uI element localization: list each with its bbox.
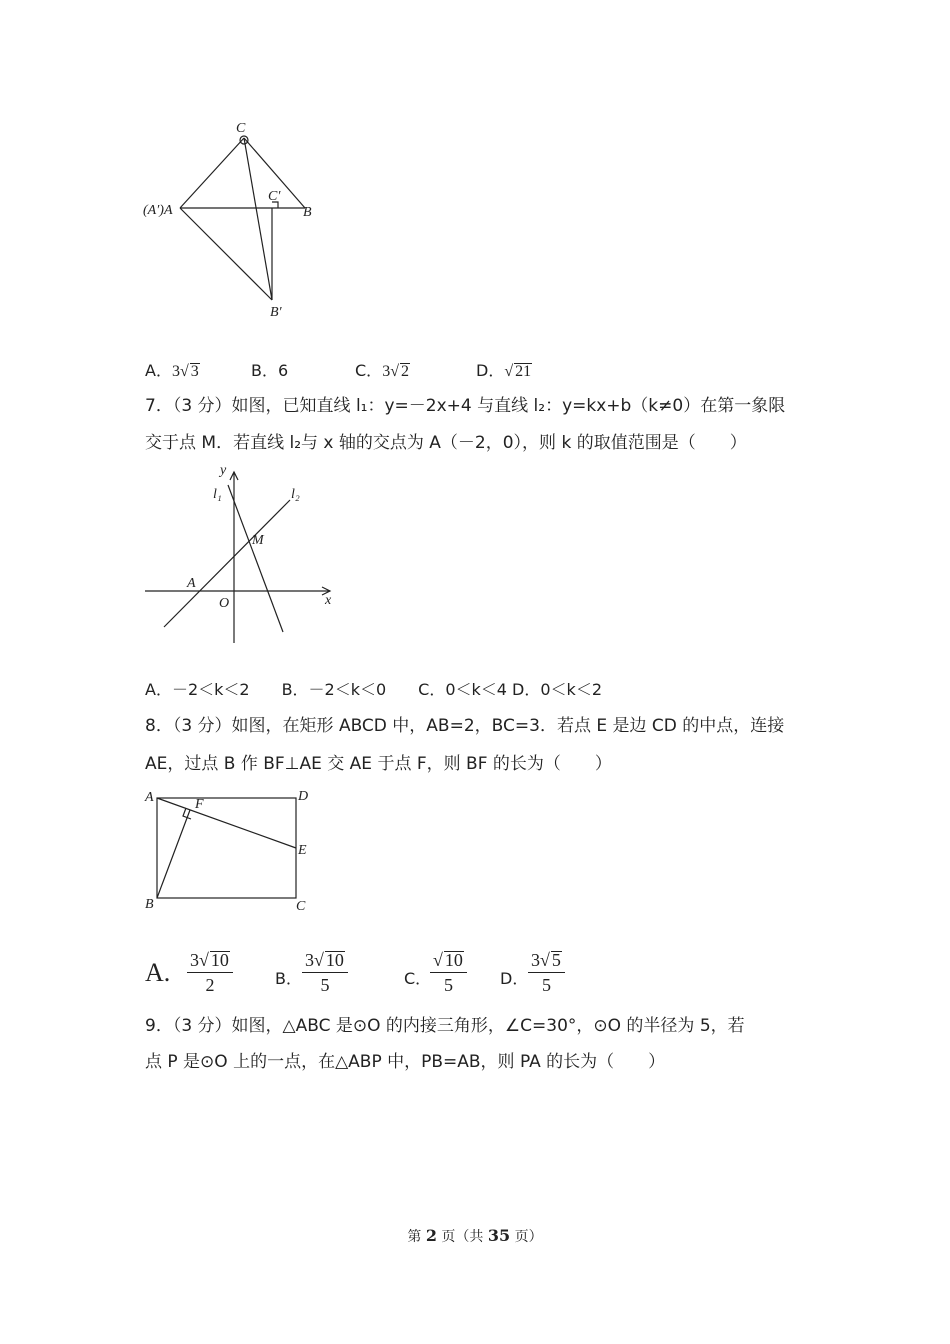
label-D: D [298,789,309,804]
q8-option-d-letter: D． [500,969,529,988]
label-x: x [325,593,332,608]
q7-figure [140,460,350,650]
q6-figure [140,118,340,328]
label-F: F [195,797,204,812]
label-l2: l₂ [291,487,300,502]
label-B-prime: B′ [270,305,282,320]
label-l1: l₁ [213,487,222,502]
page-number: 2 [425,1226,437,1245]
label-O: O [219,596,230,611]
q7-options: A．－2＜k＜2 B．－2＜k＜0 C．0＜k＜4 D．0＜k＜2 [145,680,603,699]
q8-option-a-letter: A. [145,958,171,987]
q6-option-c: C．3√ 2 [355,361,409,380]
page-total: 35 [487,1226,511,1245]
line-l1 [228,485,283,632]
q8-option-a-value: $\frac{3√ 10}{2}$ [187,950,233,996]
label-A-prime-A: (A′)A [143,203,173,218]
q8-option-c-value: $\frac{√ 10}{5}$ [430,950,467,996]
q9-text-line1: 9．（3 分）如图，△ABC 是⊙O 的内接三角形，∠C=30°，⊙O 的半径为 5，若 [145,1016,745,1036]
q9-text-line2: 点 P 是⊙O 上的一点，在△ABP 中，PB=AB，则 PA 的长为（ ） [145,1052,666,1072]
label-y: y [220,463,227,478]
label-A: A [145,790,154,805]
q7-text-line2: 交于点 M．若直线 l₂与 x 轴的交点为 A（－2，0），则 k 的取值范围是（ ） [145,433,747,453]
label-E: E [298,843,307,858]
rectangle-ABCD [157,798,296,898]
q6-option-d: D．√ 21 [476,361,532,380]
q8-text-line1: 8．（3 分）如图，在矩形 ABCD 中，AB=2，BC=3．若点 E 是边 CD 的中点，连接 [145,716,785,736]
edge-AC [180,138,244,208]
label-A: A [187,576,196,591]
label-B: B [145,897,154,912]
q8-option-b-value: $\frac{3√ 10}{5}$ [302,950,348,996]
label-C-prime: C′ [268,189,281,204]
q8-text-line2: AE，过点 B 作 BF⊥AE 交 AE 于点 F，则 BF 的长为（ ） [145,754,612,774]
q7-text-line1: 7．（3 分）如图，已知直线 l₁：y=－2x+4 与直线 l₂：y=kx+b（k≠0）在第一象限 [145,396,786,416]
label-C: C [236,121,246,136]
page-footer: 第 2 页（共 35 页） [407,1226,543,1245]
segment-AE [157,798,296,848]
label-B: B [303,205,312,220]
q8-option-b-letter: B． [275,969,302,988]
q8-option-d-value: $\frac{3√ 5}{5}$ [528,950,565,996]
q8-option-c-letter: C． [404,969,432,988]
label-C: C [296,899,306,914]
q6-option-b: B．6 [251,361,289,380]
segment-BF [157,810,190,898]
q6-option-a: A．3√ 3 [145,361,199,380]
q8-figure [140,784,320,914]
label-M: M [252,533,264,548]
